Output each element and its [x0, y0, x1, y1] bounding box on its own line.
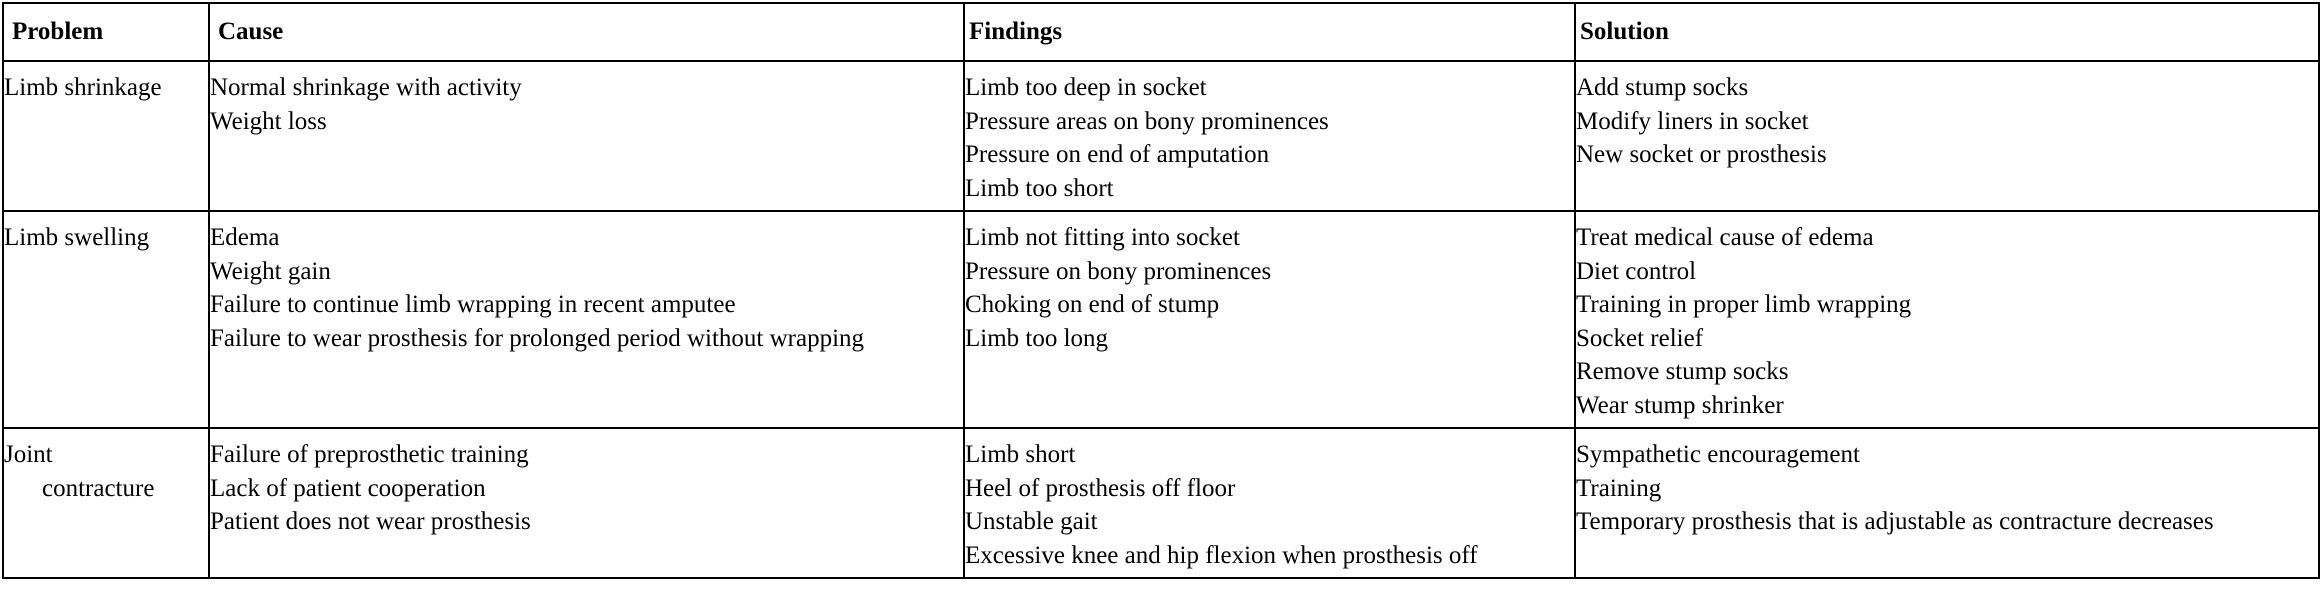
problem-text: contracture [42, 474, 155, 502]
problem-text: Limb swelling [4, 224, 150, 251]
findings-item: Unstable gait [965, 508, 1098, 535]
findings-item: Choking on end of stump [965, 291, 1220, 318]
cause-item: Failure of preprosthetic training [210, 441, 529, 468]
table-row [3, 428, 2319, 578]
findings-item: Heel of prosthesis off floor [965, 474, 1236, 502]
findings-item: Pressure areas on bony prominences [965, 107, 1329, 135]
header-solution: Solution [1575, 3, 2319, 61]
problem-cell [3, 211, 209, 428]
findings-item: Limb not fitting into socket [965, 224, 1240, 251]
findings-cell [964, 428, 1575, 578]
findings-item: Limb short [965, 441, 1076, 468]
table-body [3, 61, 2319, 578]
cause-cell [209, 61, 964, 211]
cause-list [210, 438, 963, 539]
table-row [3, 61, 2319, 211]
cause-list [210, 221, 963, 355]
solution-item: Add stump socks [1576, 74, 1749, 101]
solution-list [1576, 438, 2318, 539]
problem-cell [3, 428, 209, 578]
cause-item: Weight loss [210, 107, 327, 135]
findings-item: Limb too short [965, 174, 1114, 202]
problem-text: Limb shrinkage [4, 74, 162, 101]
table-header [3, 3, 2319, 61]
solution-item: Sympathetic encouragement [1576, 441, 1860, 468]
cause-item: Failure to continue limb wrapping in recent amputee [210, 291, 736, 318]
cause-cell [209, 211, 964, 428]
solution-cell [1575, 61, 2319, 211]
findings-item: Limb too long [965, 324, 1109, 352]
cause-item: Failure to wear prosthesis for prolonged period without wrapping [210, 324, 865, 352]
solution-item: Training [1576, 474, 1662, 502]
header-cause: Cause [209, 3, 964, 61]
header-problem: Problem [3, 3, 209, 61]
cause-list [210, 71, 963, 138]
findings-item: Excessive knee and hip flexion when prosthesis off [965, 541, 1478, 569]
cause-item: Normal shrinkage with activity [210, 74, 522, 101]
solution-item: Diet control [1576, 257, 1697, 285]
findings-item: Limb too deep in socket [965, 74, 1207, 101]
solution-item: Modify liners in socket [1576, 107, 1809, 135]
solution-list [1576, 221, 2318, 422]
cause-item: Lack of patient cooperation [210, 474, 486, 502]
cause-cell [209, 428, 964, 578]
solution-cell [1575, 428, 2319, 578]
solution-item: Treat medical cause of edema [1576, 224, 1874, 251]
header-findings: Findings [964, 3, 1575, 61]
findings-list [965, 71, 1574, 205]
solution-cell [1575, 211, 2319, 428]
solution-item: New socket or prosthesis [1576, 141, 1827, 168]
solution-item: Training in proper limb wrapping [1576, 291, 1912, 318]
findings-item: Pressure on bony prominences [965, 257, 1272, 285]
header-row [3, 3, 2319, 61]
cause-item: Weight gain [210, 257, 331, 285]
findings-item: Pressure on end of amputation [965, 141, 1270, 168]
cause-item: Patient does not wear prosthesis [210, 508, 531, 535]
cause-item: Edema [210, 224, 280, 251]
solution-list [1576, 71, 2318, 172]
problem-cell [3, 61, 209, 211]
findings-cell [964, 61, 1575, 211]
table-row [3, 211, 2319, 428]
solution-item: Socket relief [1576, 324, 1704, 352]
solution-item: Temporary prosthesis that is adjustable as contracture decreases [1576, 508, 2214, 535]
solution-item: Wear stump shrinker [1576, 391, 1784, 419]
findings-list [965, 221, 1574, 355]
solution-item: Remove stump socks [1576, 358, 1789, 385]
prosthesis-problems-table [2, 2, 2320, 579]
findings-cell [964, 211, 1575, 428]
problem-text: Joint [4, 441, 53, 468]
findings-list [965, 438, 1574, 572]
